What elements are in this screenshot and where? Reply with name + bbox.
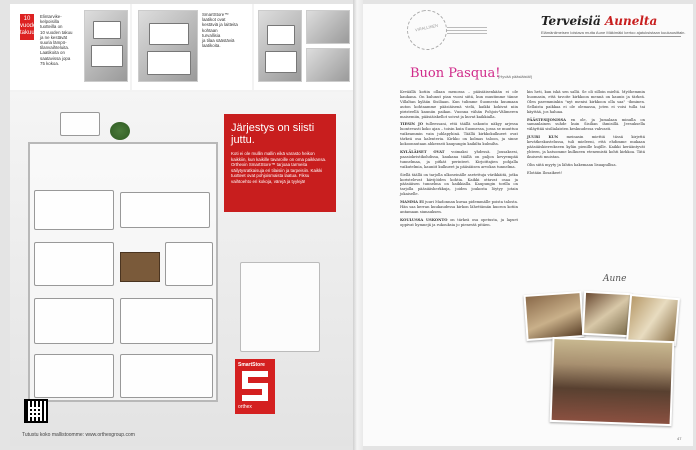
paragraph: KYLÄLÄISET OVAT voimaksi yhdessä. Jousaksesi, paasiokristikohdissa, kaukana täällä on paljon kevyempää tunnelmaa, ja pitkät perinteet. Kirjoittajien pohjalla vaikutelmia, kauniit kulkueet ja pääsiäisen arvokas tunnelma. — [400, 149, 518, 169]
logo-name: SmartStore — [238, 362, 265, 368]
paragraph: TIESIN JO tulleessani, että täällä uskonto näkyy arjessa luontevasti koko ajan – toisin kuin Suomessa, jossa se muuttuu vaikeammin vain juhlapyhinä. Täällä kirkkokulkueet ovat tärkeä osa kalenteria. Kirkko on kolmas taloon, ja sinne kokoonnutaan ahkerasti kaupungin kaikilta kulmilta. — [400, 122, 518, 147]
paragraph: MAMMA EI juuri Madonnan kuvaa pidemmälle poista talosta. Hän saa kerran kuukaudessa kirkon lähettämän kuoron kotiin antamaan siunauksen. — [400, 200, 518, 214]
letter-subtitle: (Hyvää pääsiäistä!) — [498, 74, 533, 79]
storage-bin — [34, 242, 114, 286]
text-column-1 — [400, 90, 518, 231]
ad-headline: Järjestys on siisti juttu. — [231, 122, 315, 146]
storage-bin — [165, 242, 213, 286]
column-subtitle: Elämänilmeisen loistava mutta Aune Mäkimäki kertoo ajatuksistaan kuukausittain. — [541, 30, 686, 35]
postmark-stamp: VIRALLINEN — [403, 6, 450, 53]
ad-headline-box — [224, 114, 336, 212]
paragraph: JUURI KUN meinasin miettiä tässä kirjettä kevätkeskustelussa, tuli mieleeni, että ehdimme mukaan pääsiäiskierrokseen kylän pienille kujille. Kaikki kerääntyvät yhteen, ja katsomme kulkueen etenemistä kohti kirkkoa. Tätä ikuisesti muistan. — [527, 135, 645, 159]
paragraph: Keväällä kotiin ollaan menossa – pääsiäisenkään ei ole kaukana. On kulunut pian vuosi siitä, kun muutimme tänne Villaltan kylään Sisiliaan. Kun tulimme Suomesta kuumaan auton kohtaamme pääsiäisenä vielä, kaikki kokivat niin piristeellä kauniin paikan. Vuonna vähän Pohjois-Välimeren maisemiin, pääsiäiskellot soivat ja kuvat kaikkialla. — [400, 90, 518, 119]
photo-icon-painting — [582, 291, 632, 337]
product-photo — [138, 10, 198, 82]
paragraph: kin heti, kun iskä sen sallii. Se oli silloin mieltä. Myöhemmin huomasin, että tavoite kirkkoon mennä on kaunis ja tärkeä. Olen paremminkin "nyt menisi kirkkoon olla saa" -ihminen. Sellaista paikkaa ei ole olemassa, joten ei voisi tulla tai käyttää, jos haluaa. — [527, 90, 645, 114]
magazine-spread — [6, 0, 690, 450]
storage-bin — [34, 298, 114, 344]
author-signature: Aune — [603, 274, 627, 284]
photo-madonna — [626, 294, 680, 346]
storage-bin — [60, 112, 100, 136]
header-divider — [541, 36, 681, 37]
smartstore-logo — [235, 359, 275, 414]
feature-smartstore — [132, 4, 252, 90]
basket — [120, 252, 160, 282]
product-photo — [306, 10, 350, 44]
paragraph: Olin siitä myyty ja lähtin hakemaan lisuapullisa. — [527, 162, 617, 167]
feature-warranty — [10, 4, 130, 90]
ad-page — [10, 4, 353, 446]
page-number: 47 — [677, 436, 682, 441]
paragraph: Siellä täällä on tarjolla ulkoseinälle asetettuja värikkäitä, jotka koristelevat kävijöiden kohtia. Kaikki ottavat osaa ja pääsiäisen tunnelma on kaikkialla. Kaupungin torilla on tarjolla pääsiäisherkkuja, joiden joukosta löytyy jotain jokaiselle. — [400, 172, 518, 197]
storage-bin — [34, 190, 114, 230]
paragraph: PÄÄSTESIJONISSA en ole, ja Jumalaan minulla on samanlainen suhde kuin Sisilian ihmisillä. Jeesuksella väläyttää sisilialaisten keskuudessa vahvasti. — [527, 117, 645, 132]
page-gutter — [353, 0, 363, 450]
storage-bin — [120, 354, 213, 398]
editorial-page — [363, 4, 693, 446]
column-title: Terveisiä Aunelta — [541, 14, 658, 28]
ad-body-text: Koti ei ole mullin mallin eikä varasto heikon kaikkiin, kun kaikille tavaroille on oma paikkansa. Orthexin SmartStore™ tarjoaa tarmeita säilytysratkaisuja eri tilaisiin ja tarpeisiin. Kaikki tuotteet ovat pohjoismaista laatua. Fiksu vaihtoehto eri kokoja, värejä ja tyylejä! — [231, 151, 327, 184]
product-photo — [306, 48, 350, 82]
photo-portrait — [550, 337, 675, 426]
letter-title: Buon Pasqua! — [410, 66, 501, 81]
plant — [110, 122, 130, 140]
feature-storage — [254, 4, 353, 90]
product-photo — [84, 10, 128, 82]
text-column-2 — [527, 90, 645, 179]
product-photo — [258, 10, 302, 82]
paragraph: Elotään Ilosaikeet! — [527, 170, 563, 175]
logo-brand: orthex — [238, 404, 252, 410]
storage-bin — [120, 192, 210, 228]
laundry-basket — [240, 262, 320, 352]
paragraph: KOULUSSA USKONTO on tärkeä osa opetusta, ja lapset oppivat hymnejä ja rukouksia jo pienestä pitäen. — [400, 217, 518, 227]
column-header — [363, 14, 693, 44]
photo-interior — [523, 291, 584, 341]
qr-code-icon[interactable] — [24, 399, 48, 423]
warranty-badge: 10 vuoden takuu — [20, 14, 34, 40]
storage-bin — [34, 354, 114, 398]
feature-text: Elintarvike- kelpoisilla tuotteilla on 10 vuoden takuu ja ne kestävät suuria lämpö- tilanvaihteluita. Laatikoita on saatavissa jopa 75 kokoa. — [40, 14, 73, 66]
s-logo-icon — [242, 371, 268, 401]
footer-url[interactable]: Tutustu koko mallistoomme: www.orthexgroup.com — [22, 432, 135, 438]
storage-bin — [120, 298, 213, 344]
feature-text: SmartStore™ laatikot ovat kestäviä ja laitteita kohtaan turvallisia ja tilaa säästäviä laatikoita. — [202, 12, 238, 49]
